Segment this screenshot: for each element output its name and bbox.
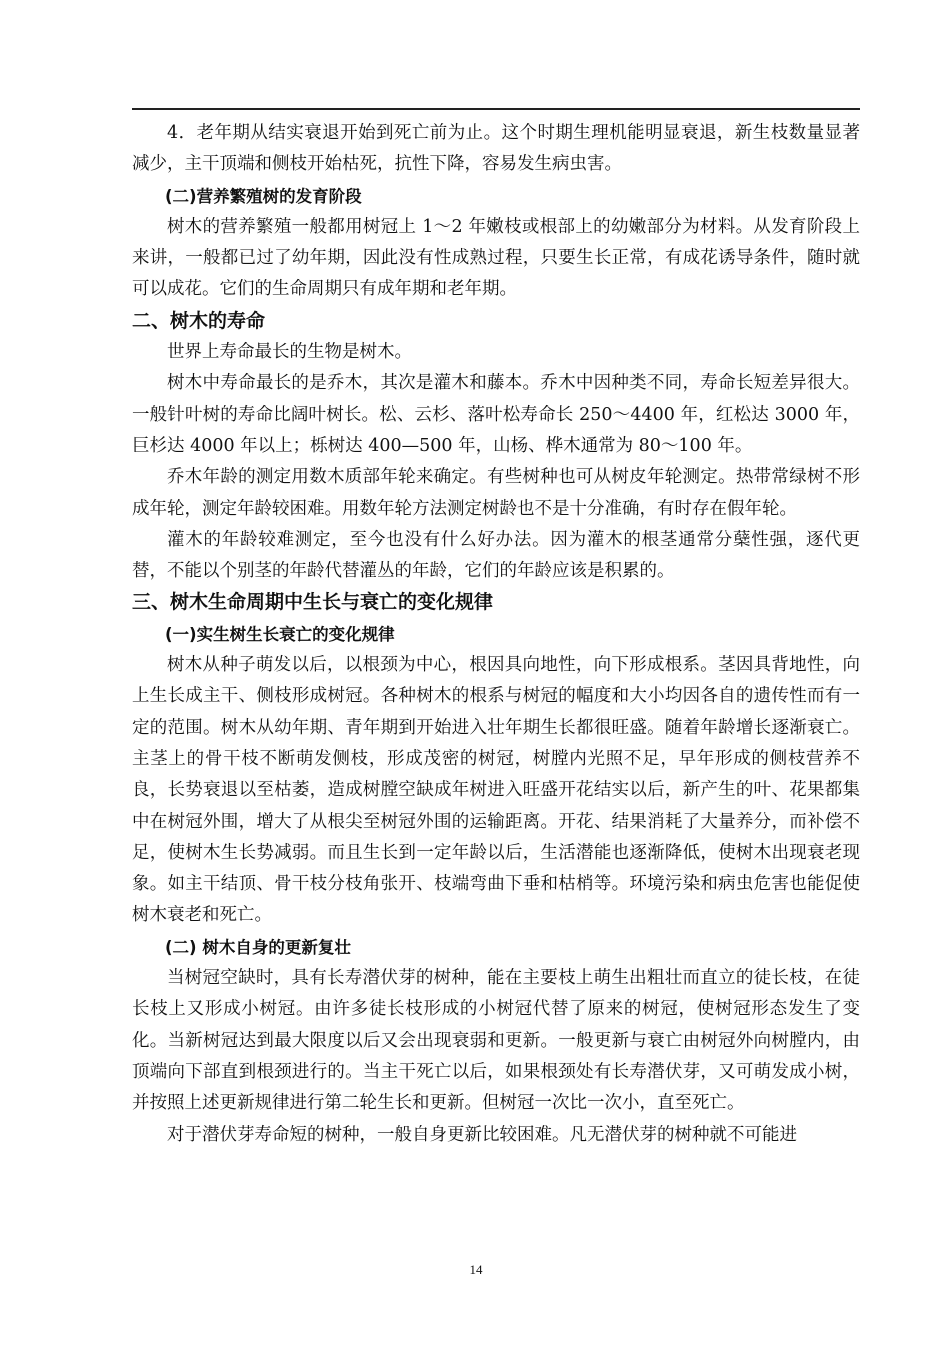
paragraph-age-measurement: 乔木年龄的测定用数木质部年轮来确定。有些树种也可从树皮年轮测定。热带常绿树不形成年轮，测定年龄较困难。用数年轮方法测定树龄也不是十分准确，有时存在假年轮。 (132, 467, 860, 519)
header-rule (132, 108, 860, 110)
section-heading-tree-lifespan: 二、树木的寿命 (132, 309, 266, 332)
paragraph-longest-lived: 世界上寿命最长的生物是树木。 (167, 342, 412, 363)
page-body (132, 118, 860, 1151)
paragraph-shrub-age: 灌木的年龄较难测定，至今也没有什么好办法。因为灌木的根茎通常分蘖性强，逐代更替，不能以个别茎的年龄代替灌丛的年龄，它们的年龄应该是积累的。 (132, 529, 860, 582)
paragraph-vegetative-propagation: 树木的营养繁殖一般都用树冠上 1～2 年嫩枝或根部上的幼嫩部分为材料。从发育阶段上来讲，一般都已过了幼年期，因此没有性成熟过程，只要生长正常，有成花诱导条件，随时就可以成花。它们的生命周期只有成年期和老年期。 (132, 216, 860, 300)
paragraph-old-age: 4．老年期从结实衰退开始到死亡前为止。这个时期生理机能明显衰退，新生枝数量显著减少，主干顶端和侧枝开始枯死，抗性下降，容易发生病虫害。 (132, 123, 860, 175)
section-heading-growth-decline: 三、树木生命周期中生长与衰亡的变化规律 (132, 591, 494, 614)
paragraph-seedling-growth: 树木从种子萌发以后，以根颈为中心，根因具向地性，向下形成根系。茎因具背地性，向上生长成主干、侧枝形成树冠。各种树木的根系与树冠的幅度和大小均因各自的遗传性而有一定的范围。树木从幼年期、青年期到开始进入壮年期生长都很旺盛。随着年龄增长逐渐衰亡。主茎上的骨干枝不断萌发侧枝，形成茂密的树冠，树膛内光照不足，早年形成的侧枝营养不良，长势衰退以至枯萎，造成树膛空缺成年树进入旺盛开花结实以后，新产生的叶、花果都集中在树冠外围，增大了从根尖至树冠外围的运输距离。开花、结果消耗了大量养分，而补偿不足，使树木生长势减弱。而且生长到一定年龄以后，生活潜能也逐渐降低，使树木出现衰老现象。如主干结顶、骨干枝分枝角张开、枝端弯曲下垂和枯梢等。环境污染和病虫危害也能促使树木衰老和死亡。 (132, 655, 860, 926)
page-number: 14 (469, 1262, 483, 1277)
paragraph-tree-ages: 树木中寿命最长的是乔木，其次是灌木和藤本。乔木中因种类不同，寿命长短差异很大。一般针叶树的寿命比阔叶树长。松、云杉、落叶松寿命长 250～4400 年，红松达 3000 年，巨杉达 4000 年以上；栎树达 400—500 年，山杨、桦木通常为 80～100 年。 (132, 373, 860, 456)
paragraph-crown-renewal: 当树冠空缺时，具有长寿潜伏芽的树种，能在主要枝上萌生出粗壮而直立的徒长枝，在徒长枝上又形成小树冠。由许多徒长枝形成的小树冠代替了原来的树冠，使树冠形态发生了变化。当新树冠达到最大限度以后又会出现衰弱和更新。一般更新与衰亡由树冠外向树膛内，由顶端向下部直到根颈进行的。当主干死亡以后，如果根颈处有长寿潜伏芽，又可萌发成小树，并按照上述更新规律进行第二轮生长和更新。但树冠一次比一次小，直至死亡。 (132, 968, 860, 1114)
subheading-vegetative-propagation: (二)营养繁殖树的发育阶段 (165, 186, 362, 206)
subheading-self-renewal: (二) 树木自身的更新复壮 (165, 937, 351, 957)
subheading-seedling-trees: (一)实生树生长衰亡的变化规律 (165, 624, 395, 644)
paragraph-dormant-buds: 对于潜伏芽寿命短的树种，一般自身更新比较困难。凡无潜伏芽的树种就不可能进 (167, 1124, 797, 1145)
